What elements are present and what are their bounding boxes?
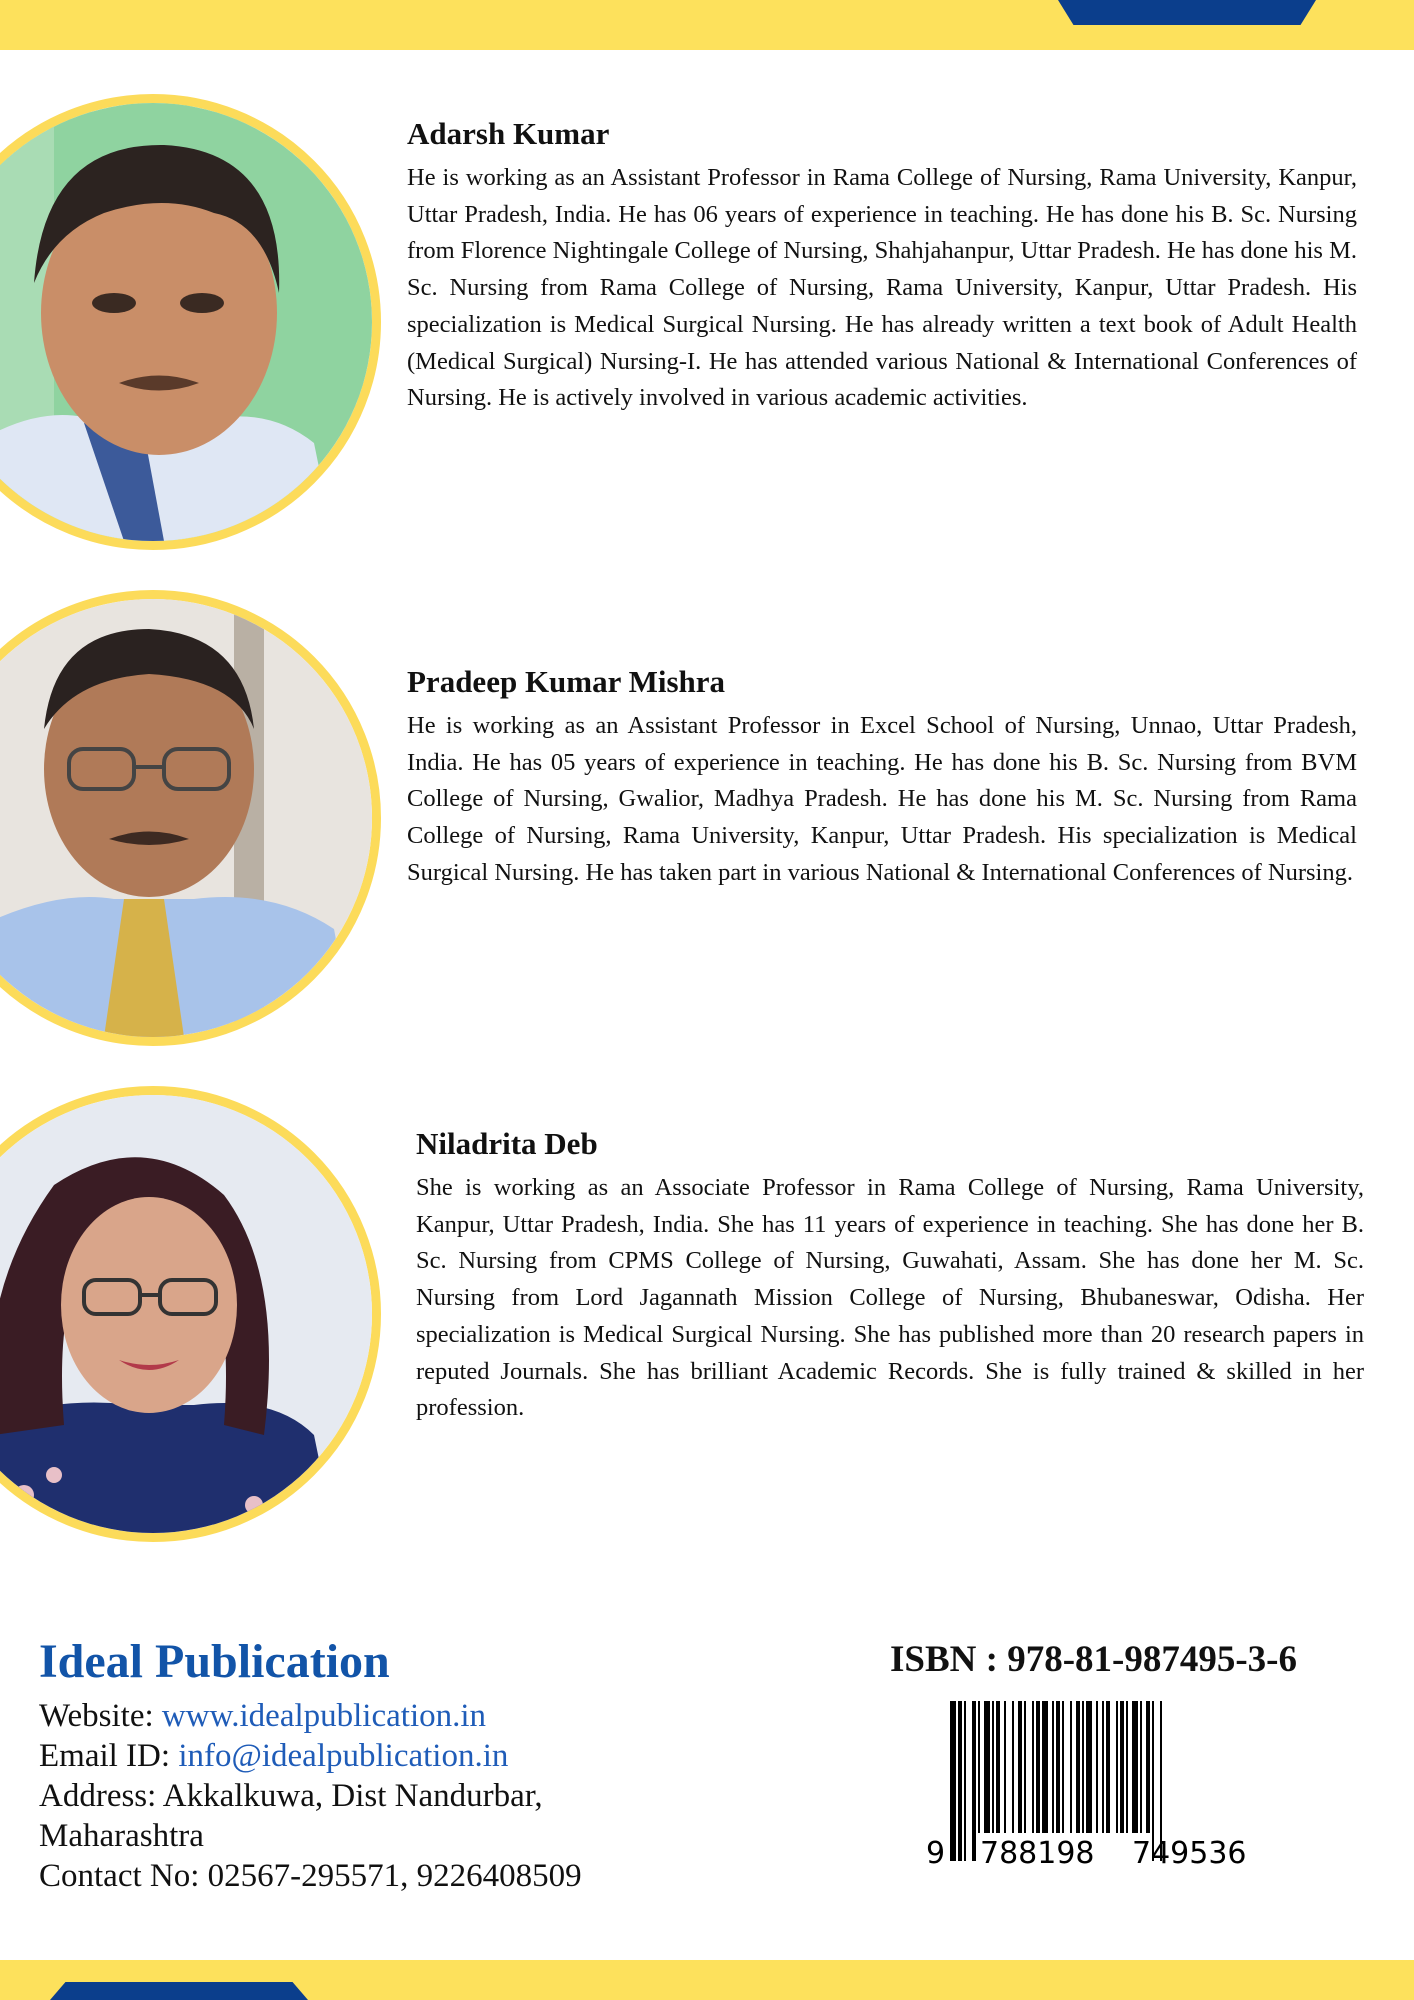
- publisher-address-line-1: Address: Akkalkuwa, Dist Nandurbar,: [39, 1778, 543, 1814]
- barcode-bar: [978, 1701, 980, 1833]
- barcode-digits-right: 749536: [1132, 1836, 1247, 1869]
- author-description: He is working as an Assistant Professor in Rama College of Nursing, Rama University, Kanpur, Uttar Pradesh, India. He has 06 years of experience in teaching. He has done his B. Sc. Nursing from Florence Nightingale College of Nursing, Shahjahanpur, Uttar Pradesh. He has done his M. Sc. Nursing from Rama College of Nursing, Rama University, Kanpur, Uttar Pradesh. His specialization is Medical Surgical Nursing. He has already written a text book of Adult Health (Medical Surgical) Nursing-I. He has attended various National & International Conferences of Nursing. He is actively involved in various academic activities.: [407, 164, 1357, 412]
- barcode-bar: [992, 1701, 994, 1833]
- barcode-bar: [1052, 1701, 1054, 1833]
- barcode-bar: [1076, 1701, 1080, 1833]
- barcode-bar: [984, 1701, 990, 1833]
- barcode-bar: [964, 1701, 966, 1861]
- email-link[interactable]: info@idealpublication.in: [178, 1738, 509, 1774]
- barcode-bar: [1012, 1701, 1014, 1833]
- isbn-label: ISBN : 978-81-987495-3-6: [890, 1639, 1297, 1680]
- publisher-contact: Contact No: 02567-295571, 9226408509: [39, 1858, 582, 1894]
- author-description: He is working as an Assistant Professor in Excel School of Nursing, Unnao, Uttar Pradesh, India. He has 05 years of experience in teaching. He has done his B. Sc. Nursing from BVM College of Nursing, Gwalior, Madhya Pradesh. He has done his M. Sc. Nursing from Rama College of Nursing, Rama University, Kanpur, Uttar Pradesh. His specialization is Medical Surgical Nursing. He has taken part in various National & International Conferences of Nursing.: [407, 712, 1357, 886]
- barcode-bar: [1126, 1701, 1128, 1833]
- barcode-bar: [1062, 1701, 1064, 1833]
- barcode-digit-prefix: 9: [926, 1836, 946, 1869]
- author-name: Niladrita Deb: [416, 1126, 598, 1161]
- isbn-block: [890, 1636, 1340, 1684]
- barcode-bar: [950, 1701, 956, 1861]
- publisher-address-line-2: Maharashtra: [39, 1818, 204, 1854]
- barcode-bar: [1086, 1701, 1092, 1833]
- publisher-email-line: [39, 1736, 679, 1776]
- barcode-bar: [1106, 1701, 1110, 1833]
- barcode-bar: [1120, 1701, 1124, 1833]
- barcode-bar: [1102, 1701, 1104, 1833]
- author-name: Pradeep Kumar Mishra: [407, 664, 726, 699]
- barcode-bar: [996, 1701, 1000, 1833]
- barcode-bar: [972, 1701, 976, 1861]
- author-name: Adarsh Kumar: [407, 116, 610, 151]
- barcode-bar: [1032, 1701, 1034, 1833]
- publisher-website-line: [39, 1696, 679, 1736]
- barcode-bar: [1082, 1701, 1084, 1833]
- top-blue-tab: [1058, 0, 1316, 25]
- barcode-bar: [1070, 1701, 1072, 1833]
- publisher-info: [39, 1630, 679, 1896]
- publisher-name: Ideal Publication: [39, 1635, 390, 1688]
- barcode-bar: [1056, 1701, 1060, 1833]
- website-link[interactable]: www.idealpublication.in: [161, 1698, 487, 1734]
- bottom-blue-tab: [50, 1982, 308, 2000]
- barcode-bar: [1042, 1701, 1048, 1833]
- barcode-bar: [1024, 1701, 1026, 1833]
- author-bio-pradeep-kumar-mishra: [407, 660, 1357, 892]
- barcode-bar: [958, 1701, 962, 1861]
- barcode-bar: [1018, 1701, 1022, 1833]
- barcode-bar: [1116, 1701, 1118, 1833]
- author-photo-pradeep-kumar-mishra: [0, 590, 381, 1046]
- author-photo-niladrita-deb: [0, 1086, 381, 1542]
- barcode-bar: [1096, 1701, 1098, 1833]
- barcode-bar: [1132, 1701, 1138, 1833]
- author-bio-niladrita-deb: [416, 1122, 1364, 1427]
- email-label: Email ID:: [39, 1738, 179, 1774]
- isbn-barcode: [920, 1697, 1286, 1869]
- barcode-digits-left: 788198: [980, 1836, 1095, 1869]
- website-label: Website:: [39, 1698, 162, 1734]
- barcode-bar: [1004, 1701, 1006, 1833]
- barcode-bar: [1140, 1701, 1142, 1833]
- author-bio-adarsh-kumar: [407, 112, 1357, 417]
- barcode-bar: [1036, 1701, 1040, 1833]
- author-description: She is working as an Associate Professor in Rama College of Nursing, Rama University, Kanpur, Uttar Pradesh, India. She has 11 years of experience in teaching. She has done her B. Sc. Nursing from CPMS College of Nursing, Guwahati, Assam. She has done her M. Sc. Nursing from Lord Jagannath Mission College of Nursing, Bhubaneswar, Odisha. Her specialization is Medical Surgical Nursing. She has published more than 20 research papers in reputed Journals. She has brilliant Academic Records. She is fully trained & skilled in her profession.: [416, 1174, 1364, 1422]
- barcode-bar: [1146, 1701, 1150, 1833]
- author-photo-adarsh-kumar: [0, 94, 381, 550]
